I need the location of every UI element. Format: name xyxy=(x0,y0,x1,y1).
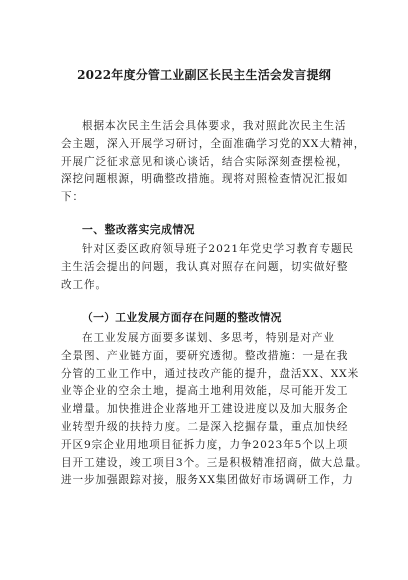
paragraph-line: 业转型升级的扶持力度。二是深入挖掘存量，重点加快经 xyxy=(61,420,349,433)
paragraph-line: 改工作。 xyxy=(61,278,107,291)
section-heading-1: 一、整改落实完成情况 xyxy=(82,223,195,236)
intro-paragraph xyxy=(61,118,366,207)
paragraph-line: 主生活会提出的问题，我认真对照存在问题，切实做好整 xyxy=(61,260,349,273)
paragraph-line: 在工业发展方面要多谋划、多思考，特别是对产业 xyxy=(82,332,335,344)
subsection1-paragraph xyxy=(61,330,368,490)
paragraph-line: 开展广泛征求意见和谈心谈话，结合实际深刻查摆检视， xyxy=(61,155,349,168)
paragraph-line: 会主题，深入开展学习研讨，全面准确学习党的XX大精神， xyxy=(61,137,366,150)
paragraph-line: 业等企业的空余土地，提高土地利用效能，尽可能开发工 xyxy=(61,385,349,398)
paragraph-line: 深挖问题根源，明确整改措施。现将对照检查情况汇报如 xyxy=(61,173,349,186)
paragraph-line: 全景图、产业链方面，要研究透彻。整改措施：一是在我 xyxy=(61,349,349,362)
paragraph-line: 目开工建设，竣工项目3个。三是积极精准招商，做大总量。 xyxy=(61,456,368,469)
paragraph-line: 开区9宗企业用地项目征拆力度，力争2023年5个以上项 xyxy=(61,438,349,451)
paragraph-line: 分管的工业工作中，通过技改产能的提升，盘活XX、XX米 xyxy=(61,367,360,380)
paragraph-line: 根据本次民主生活会具体要求，我对照此次民主生活 xyxy=(82,120,347,132)
paragraph-line: 业增量。加快推进企业落地开工建设进度以及加大服务企 xyxy=(61,403,349,416)
document-title: 2022年度分管工业副区长民主生活会发言提纲 xyxy=(77,68,331,82)
paragraph-line: 进一步加强跟踪对接，服务XX集团做好市场调研工作，力 xyxy=(61,474,354,487)
paragraph-line: 下： xyxy=(61,191,84,204)
section1-paragraph xyxy=(61,241,361,294)
paragraph-line: 针对区委区政府领导班子2021年党史学习教育专题民 xyxy=(82,243,354,255)
subsection-heading-1: （一）工业发展方面存在问题的整改情况 xyxy=(82,311,282,324)
